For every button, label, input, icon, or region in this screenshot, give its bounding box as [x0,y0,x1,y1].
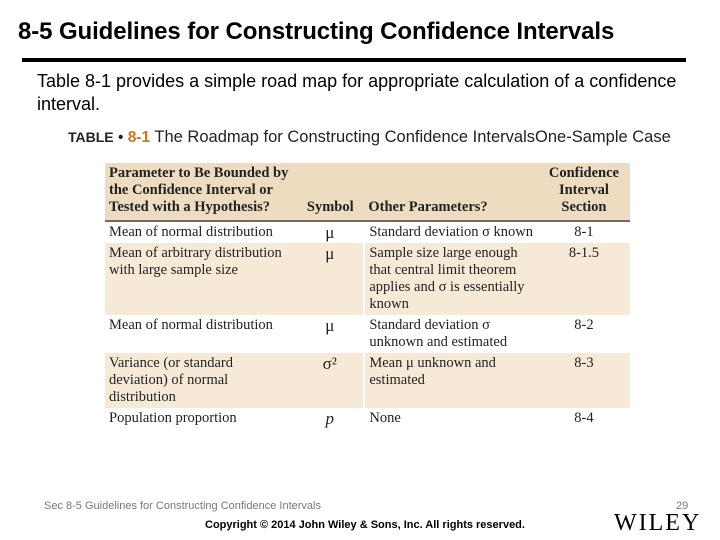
cell-symbol: p [325,409,335,428]
cell-section: 8-3 [574,355,594,371]
cell-parameter: Variance (or standard deviation) of normal distribution [109,355,233,405]
cell-other: None [364,408,538,429]
table-bullet: • [117,129,124,146]
table-case: One-Sample Case [535,128,671,146]
roadmap-table-container [105,163,630,429]
header-symbol: Symbol [296,163,364,221]
cell-symbol: μ [325,244,335,263]
table-number: 8-1 [127,129,151,146]
table-caption-text: The Roadmap for Constructing Confidence Intervals [154,128,536,146]
cell-parameter: Mean of arbitrary distribution with large sample size [109,245,282,278]
slide-title: 8-5 Guidelines for Constructing Confidence Intervals [18,18,615,45]
table-row [105,243,630,315]
table-label: TABLE [68,129,114,145]
footer-section-text: Sec 8-5 Guidelines for Constructing Confidence Intervals [44,500,321,512]
header-other-parameters: Other Parameters? [364,163,538,221]
cell-other: Standard deviation σ known [364,221,538,243]
cell-symbol: σ² [322,354,337,373]
cell-section: 8-4 [574,410,594,426]
cell-symbol: μ [325,316,335,335]
cell-parameter: Population proportion [109,410,237,426]
table-caption [68,128,671,147]
title-underline [22,58,686,62]
intro-text: Table 8-1 provides a simple road map for appropriate calculation of a confidence interval. [37,71,677,114]
cell-symbol: μ [325,223,335,242]
table-row [105,315,630,353]
table-row [105,221,630,243]
cell-parameter: Mean of normal distribution [109,224,273,240]
cell-other: Sample size large enough that central limit theorem applies and σ is essentially known [364,243,538,315]
table-row [105,353,630,408]
cell-section: 8-1 [574,224,594,240]
cell-section: 8-1.5 [568,245,600,261]
cell-section: 8-2 [574,317,594,333]
cell-parameter: Mean of normal distribution [109,317,273,333]
cell-other: Mean μ unknown and estimated [364,353,538,408]
table-row [105,408,630,429]
table-header-row [105,163,630,221]
wiley-logo: WILEY [614,510,702,536]
page-number: 29 [676,500,689,512]
roadmap-table [105,163,630,429]
header-parameter: Parameter to Be Bounded by the Confidence Interval or Tested with a Hypothesis? [105,163,296,221]
copyright-text: Copyright © 2014 John Wiley & Sons, Inc. All rights reserved. [205,519,525,531]
header-section: Confidence Interval Section [538,163,630,221]
cell-other: Standard deviation σ unknown and estimated [364,315,538,353]
